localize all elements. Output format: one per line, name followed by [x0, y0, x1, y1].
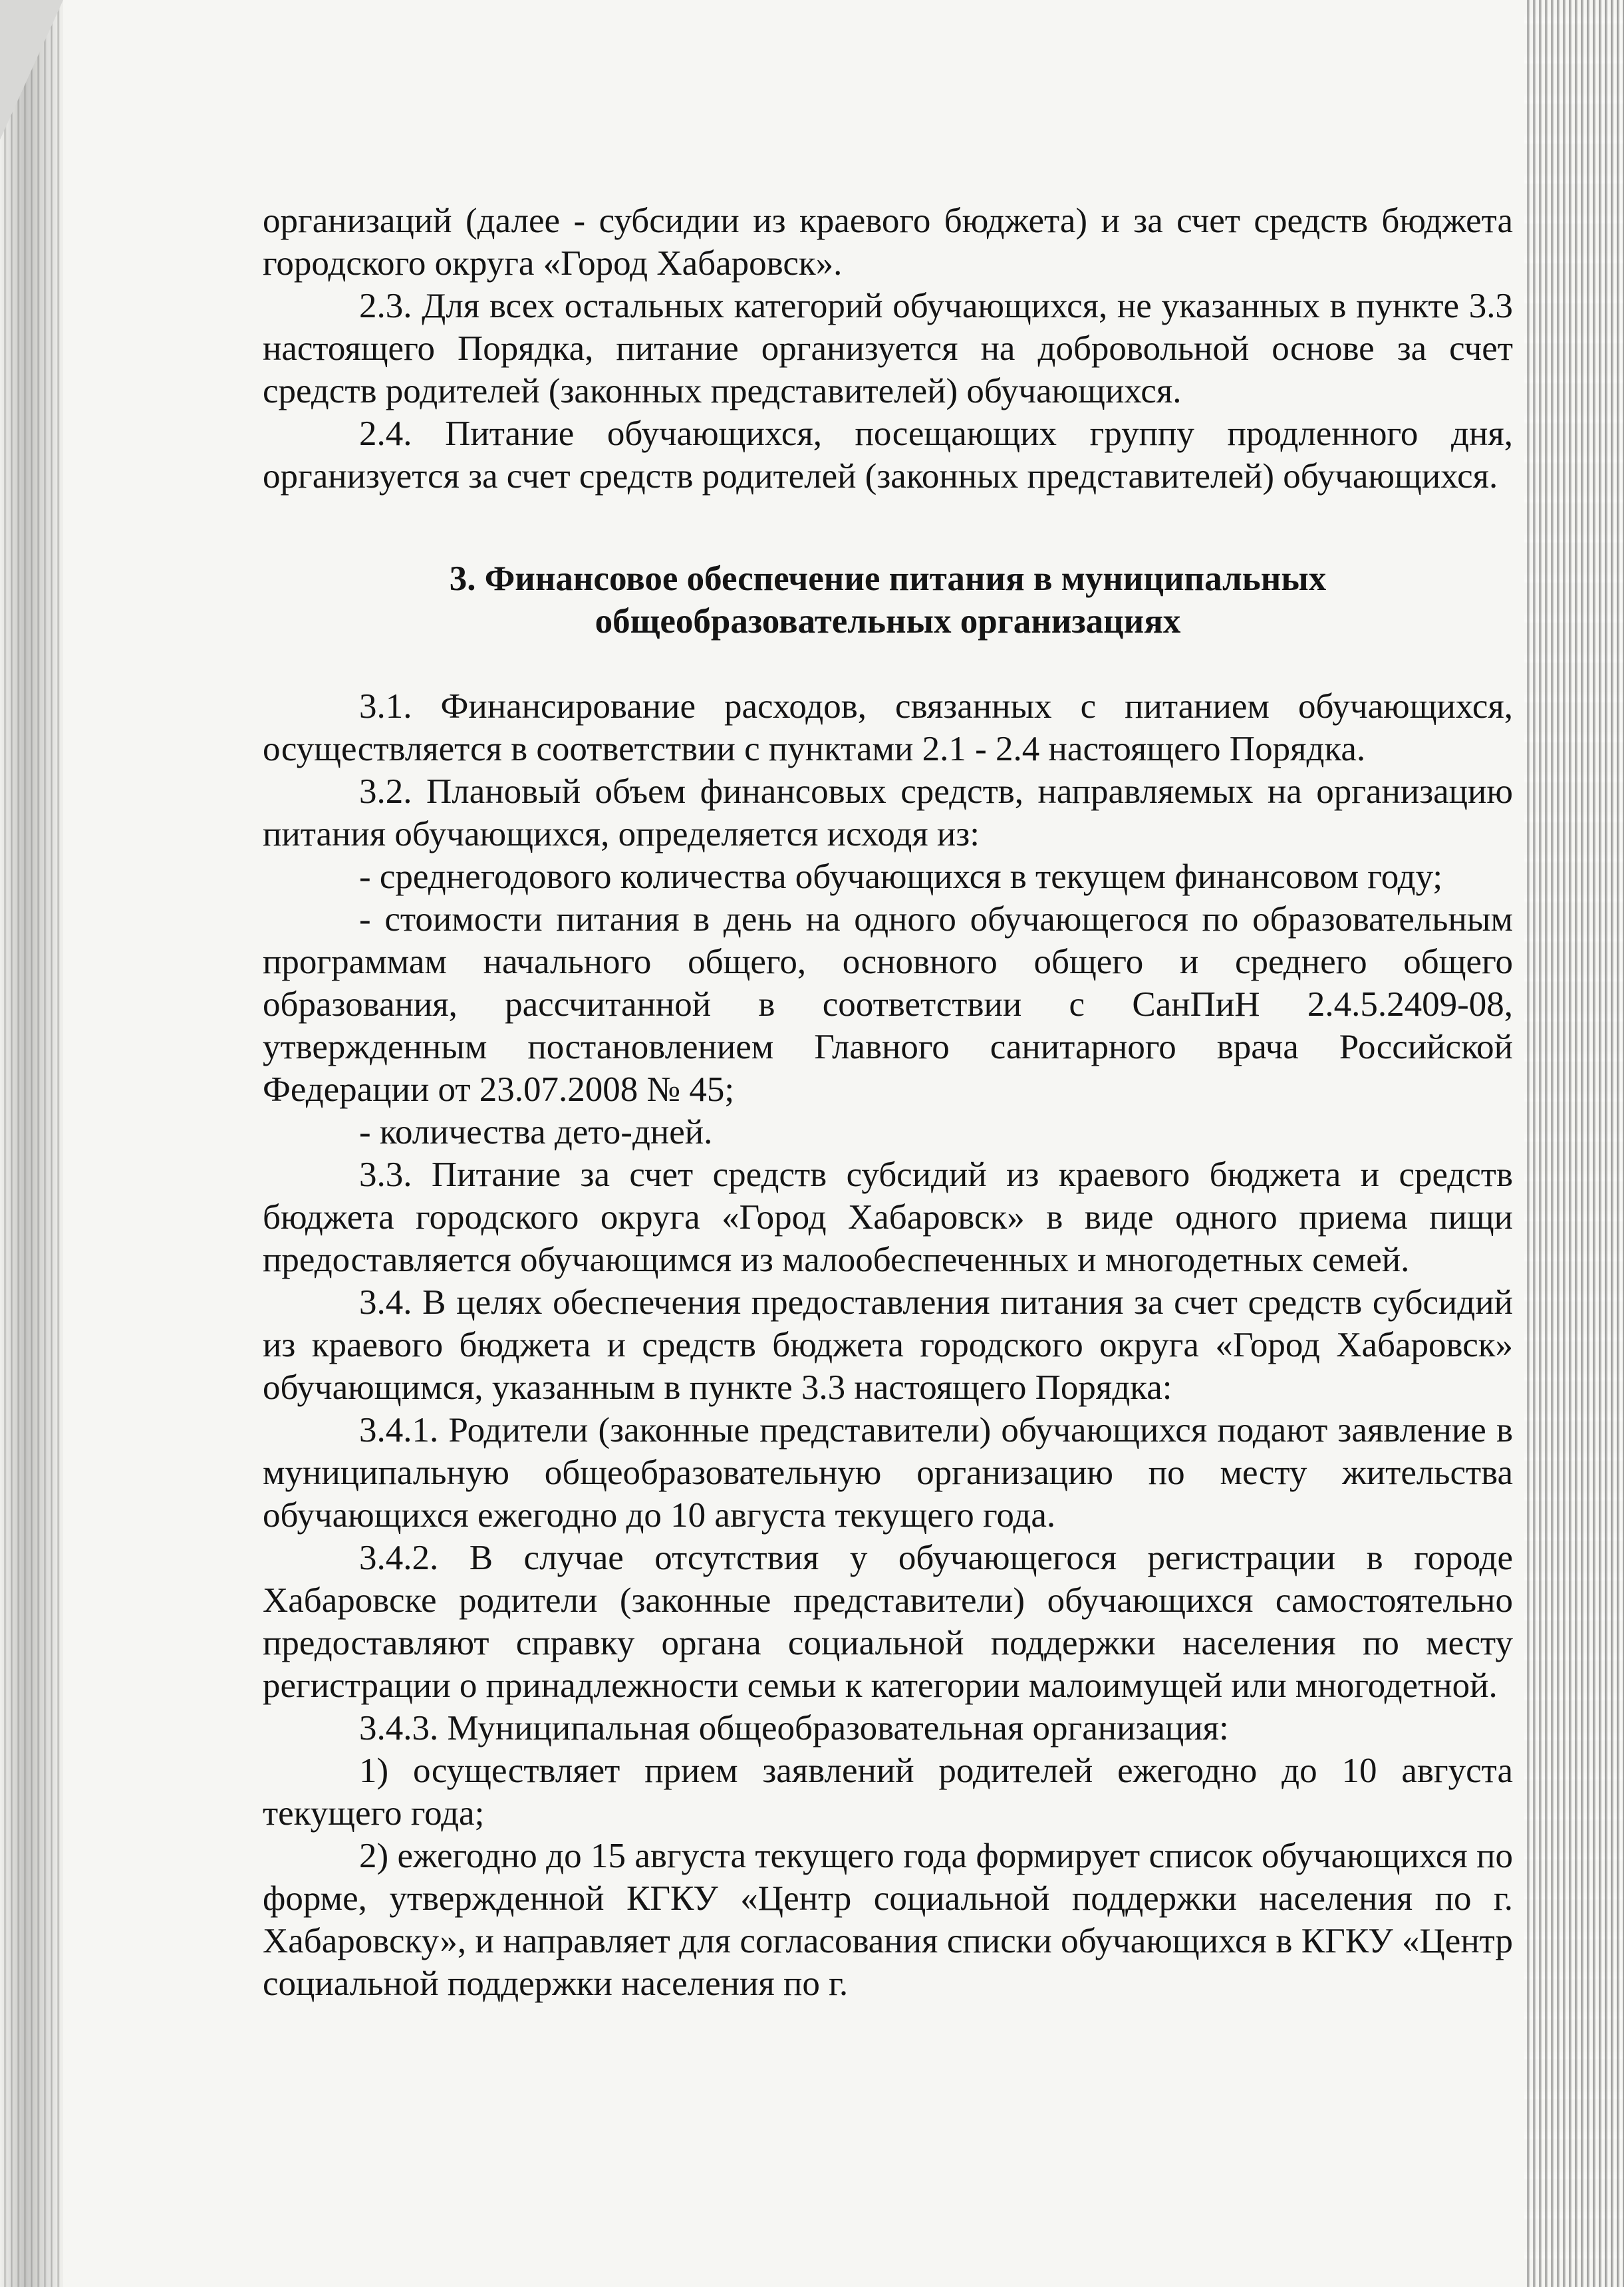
document-page: [263, 200, 1513, 2005]
paragraph-2-4: 2.4. Питание обучающихся, посещающих группу продленного дня, организуется за счет средств родителей (законных представителей) обучающихся.: [263, 414, 1513, 496]
list-item-child-days: - количества дето-дней.: [359, 1113, 713, 1151]
paragraph-3-3: 3.3. Питание за счет средств субсидий из краевого бюджета и средств бюджета городского округа «Город Хабаровск» в виде одного приема пищи предоставляется обучающимся из малообеспеченных и многодетных семей.: [263, 1155, 1513, 1279]
paragraph-3-4-1: 3.4.1. Родители (законные представители) обучающихся подают заявление в муниципальную общеобразовательную организацию по месту жительства обучающихся ежегодно до 10 августа текущего года.: [263, 1411, 1513, 1535]
paragraph-continuation: организаций (далее - субсидии из краевого бюджета) и за счет средств бюджета городского округа «Город Хабаровск».: [263, 202, 1513, 283]
paragraph-3-1: 3.1. Финансирование расходов, связанных с питанием обучающихся, осуществляется в соответствии с пунктами 2.1 - 2.4 настоящего Порядка.: [263, 687, 1513, 768]
section-heading-line-2: общеобразовательных организациях: [595, 602, 1181, 641]
scan-edge-left: [0, 0, 63, 2287]
list-item-1: 1) осуществляет прием заявлений родителей ежегодно до 10 августа текущего года;: [263, 1752, 1513, 1833]
paragraph-3-4-3: 3.4.3. Муниципальная общеобразовательная организация:: [359, 1709, 1229, 1748]
scan-edge-right: [1524, 0, 1624, 2287]
section-heading-line-1: 3. Финансовое обеспечение питания в муниципальных: [449, 559, 1327, 598]
paragraph-3-2: 3.2. Плановый объем финансовых средств, направляемых на организацию питания обучающихся, определяется исходя из:: [263, 772, 1513, 853]
list-item-2: 2) ежегодно до 15 августа текущего года формирует список обучающихся по форме, утвержденной КГКУ «Центр социальной поддержки населения по г. Хабаровску», и направляет для согласования списки обучающихся в КГКУ «Центр социальной поддержки населения по г.: [263, 1837, 1513, 2003]
paragraph-3-4: 3.4. В целях обеспечения предоставления питания за счет средств субсидий из краевого бюджета и средств бюджета городского округа «Город Хабаровск» обучающимся, указанным в пункте 3.3 настоящего Порядка:: [263, 1283, 1513, 1407]
paragraph-2-3: 2.3. Для всех остальных категорий обучающихся, не указанных в пункте 3.3 настоящего Порядка, питание организуется на добровольной основе за счет средств родителей (законных представителей) обучающихся.: [263, 287, 1513, 410]
scan-corner-fold: [0, 0, 63, 140]
section-heading: [263, 557, 1513, 643]
list-item-average-count: - среднегодового количества обучающихся в текущем финансовом году;: [359, 857, 1443, 896]
paragraph-3-4-2: 3.4.2. В случае отсутствия у обучающегося регистрации в городе Хабаровске родители (законные представители) обучающихся самостоятельно предоставляют справку органа социальной поддержки населения по месту регистрации о принадлежности семьи к категории малоимущей или многодетной.: [263, 1539, 1513, 1705]
list-item-meal-cost: - стоимости питания в день на одного обучающегося по образовательным программам начального общего, основного общего и среднего общего образования, рассчитанной в соответствии с СанПиН 2.4.5.2409-08, утвержденным постановлением Главного санитарного врача Российской Федерации от 23.07.2008 № 45;: [263, 900, 1513, 1109]
